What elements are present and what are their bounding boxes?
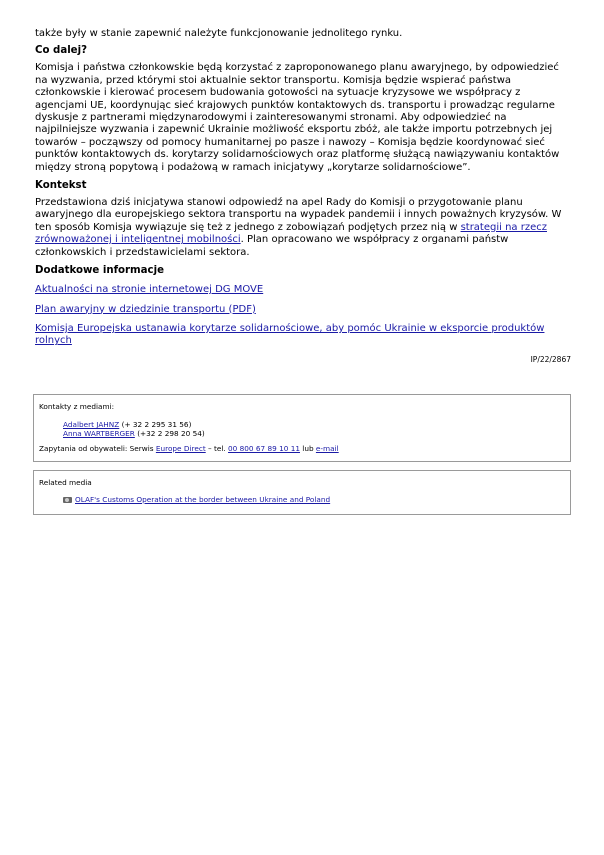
dg-move-news-link[interactable]: Aktualności na stronie internetowej DG MOVE: [35, 284, 264, 296]
mobility-strategy-link[interactable]: strategii na rzecz zrównoważonej i inteligentnej mobilności: [35, 221, 547, 246]
intro-tail-text: także były w stanie zapewnić należyte funkcjonowanie jednolitego rynku.: [35, 28, 403, 39]
next-steps-body: Komisja i państwa członkowskie będą korzystać z zaproponowanego planu awaryjnego, by odpowiedzieć na wyzwania, przed którymi stoi aktualnie sektor transportu. Komisja będzie wspierać państwa członkowskie i kierować procesem budowania gotowości na sytuacje kryzysowe we współpracy z agencjami UE, koordynując sieć krajowych punktów kontaktowych ds. transportu i prowadząc regularne dyskusje z partnerami międzynarodowymi i zainteresowanymi stronami. Aby odpowiedzieć na najpilniejsze wyzwania i zapewnić Ukrainie możliwość eksportu zbóż, ale także importu potrzebnych jej towarów – począwszy od pomocy humanitarnej po pasze i nawozy – Komisja będzie koordynować sieć punktów kontaktowych ds. korytarzy solidarnościowych oraz platformę służącą nawiązywaniu kontaktów między stroną popytową i podażową w ramach inicjatywy „korytarze solidarnościowe”.: [35, 62, 560, 173]
email-link[interactable]: e-mail: [315, 444, 339, 453]
inquiries-prefix: Zapytania od obywateli: Serwis: [39, 444, 156, 453]
press-release-reference: IP/22/2867: [530, 354, 571, 364]
more-info-heading: Dodatkowe informacje: [35, 265, 164, 277]
media-contacts-title: Kontakty z mediami:: [39, 402, 115, 411]
document-page: [35, 28, 571, 366]
citizen-inquiries-line: [39, 444, 339, 454]
tel-text: – tel.: [205, 444, 229, 453]
olaf-customs-operation-link[interactable]: OLAF's Customs Operation at the border between Ukraine and Poland: [75, 495, 331, 504]
contact-line: [63, 429, 205, 439]
related-media-title: Related media: [39, 478, 92, 487]
contact-phone: (+ 32 2 295 31 56): [121, 420, 192, 429]
europe-direct-link[interactable]: Europe Direct: [155, 444, 206, 453]
contact-phone: (+32 2 298 20 54): [137, 429, 205, 438]
transport-contingency-plan-pdf-link[interactable]: Plan awaryjny w dziedzinie transportu (PDF): [35, 303, 256, 315]
or-text: lub: [299, 444, 316, 453]
related-media-item: [63, 495, 330, 505]
related-media-box: [33, 470, 571, 515]
media-contacts-box: [33, 394, 571, 462]
next-steps-heading: Co dalej?: [35, 45, 87, 57]
solidarity-lanes-link[interactable]: Komisja Europejska ustanawia korytarze solidarnościowe, aby pomóc Ukrainie w eksporcie produktów rolnych: [35, 322, 545, 347]
context-heading: Kontekst: [35, 180, 87, 192]
contact-name-link[interactable]: Anna WARTBERGER: [63, 429, 135, 438]
phone-number-link[interactable]: 00 800 67 89 10 11: [228, 444, 300, 453]
context-body: [35, 197, 571, 259]
contact-name-link[interactable]: Adalbert JAHNZ: [63, 420, 120, 429]
context-body-start: Przedstawiona dziś inicjatywa stanowi odpowiedź na apel Rady do Komisji o przygotowanie planu awaryjnego dla europejskiego sektora transportu na wypadek pandemii i innych poważnych kryzysów. W ten sposób Komisja wywiązuje się też z jednego z zobowiązań podjętych przez nią w: [35, 197, 562, 233]
context-body-end: . Plan opracowano we współpracy z organami państw członkowskich i przedstawicielami sektora.: [35, 234, 509, 258]
camera-icon: [63, 497, 72, 503]
